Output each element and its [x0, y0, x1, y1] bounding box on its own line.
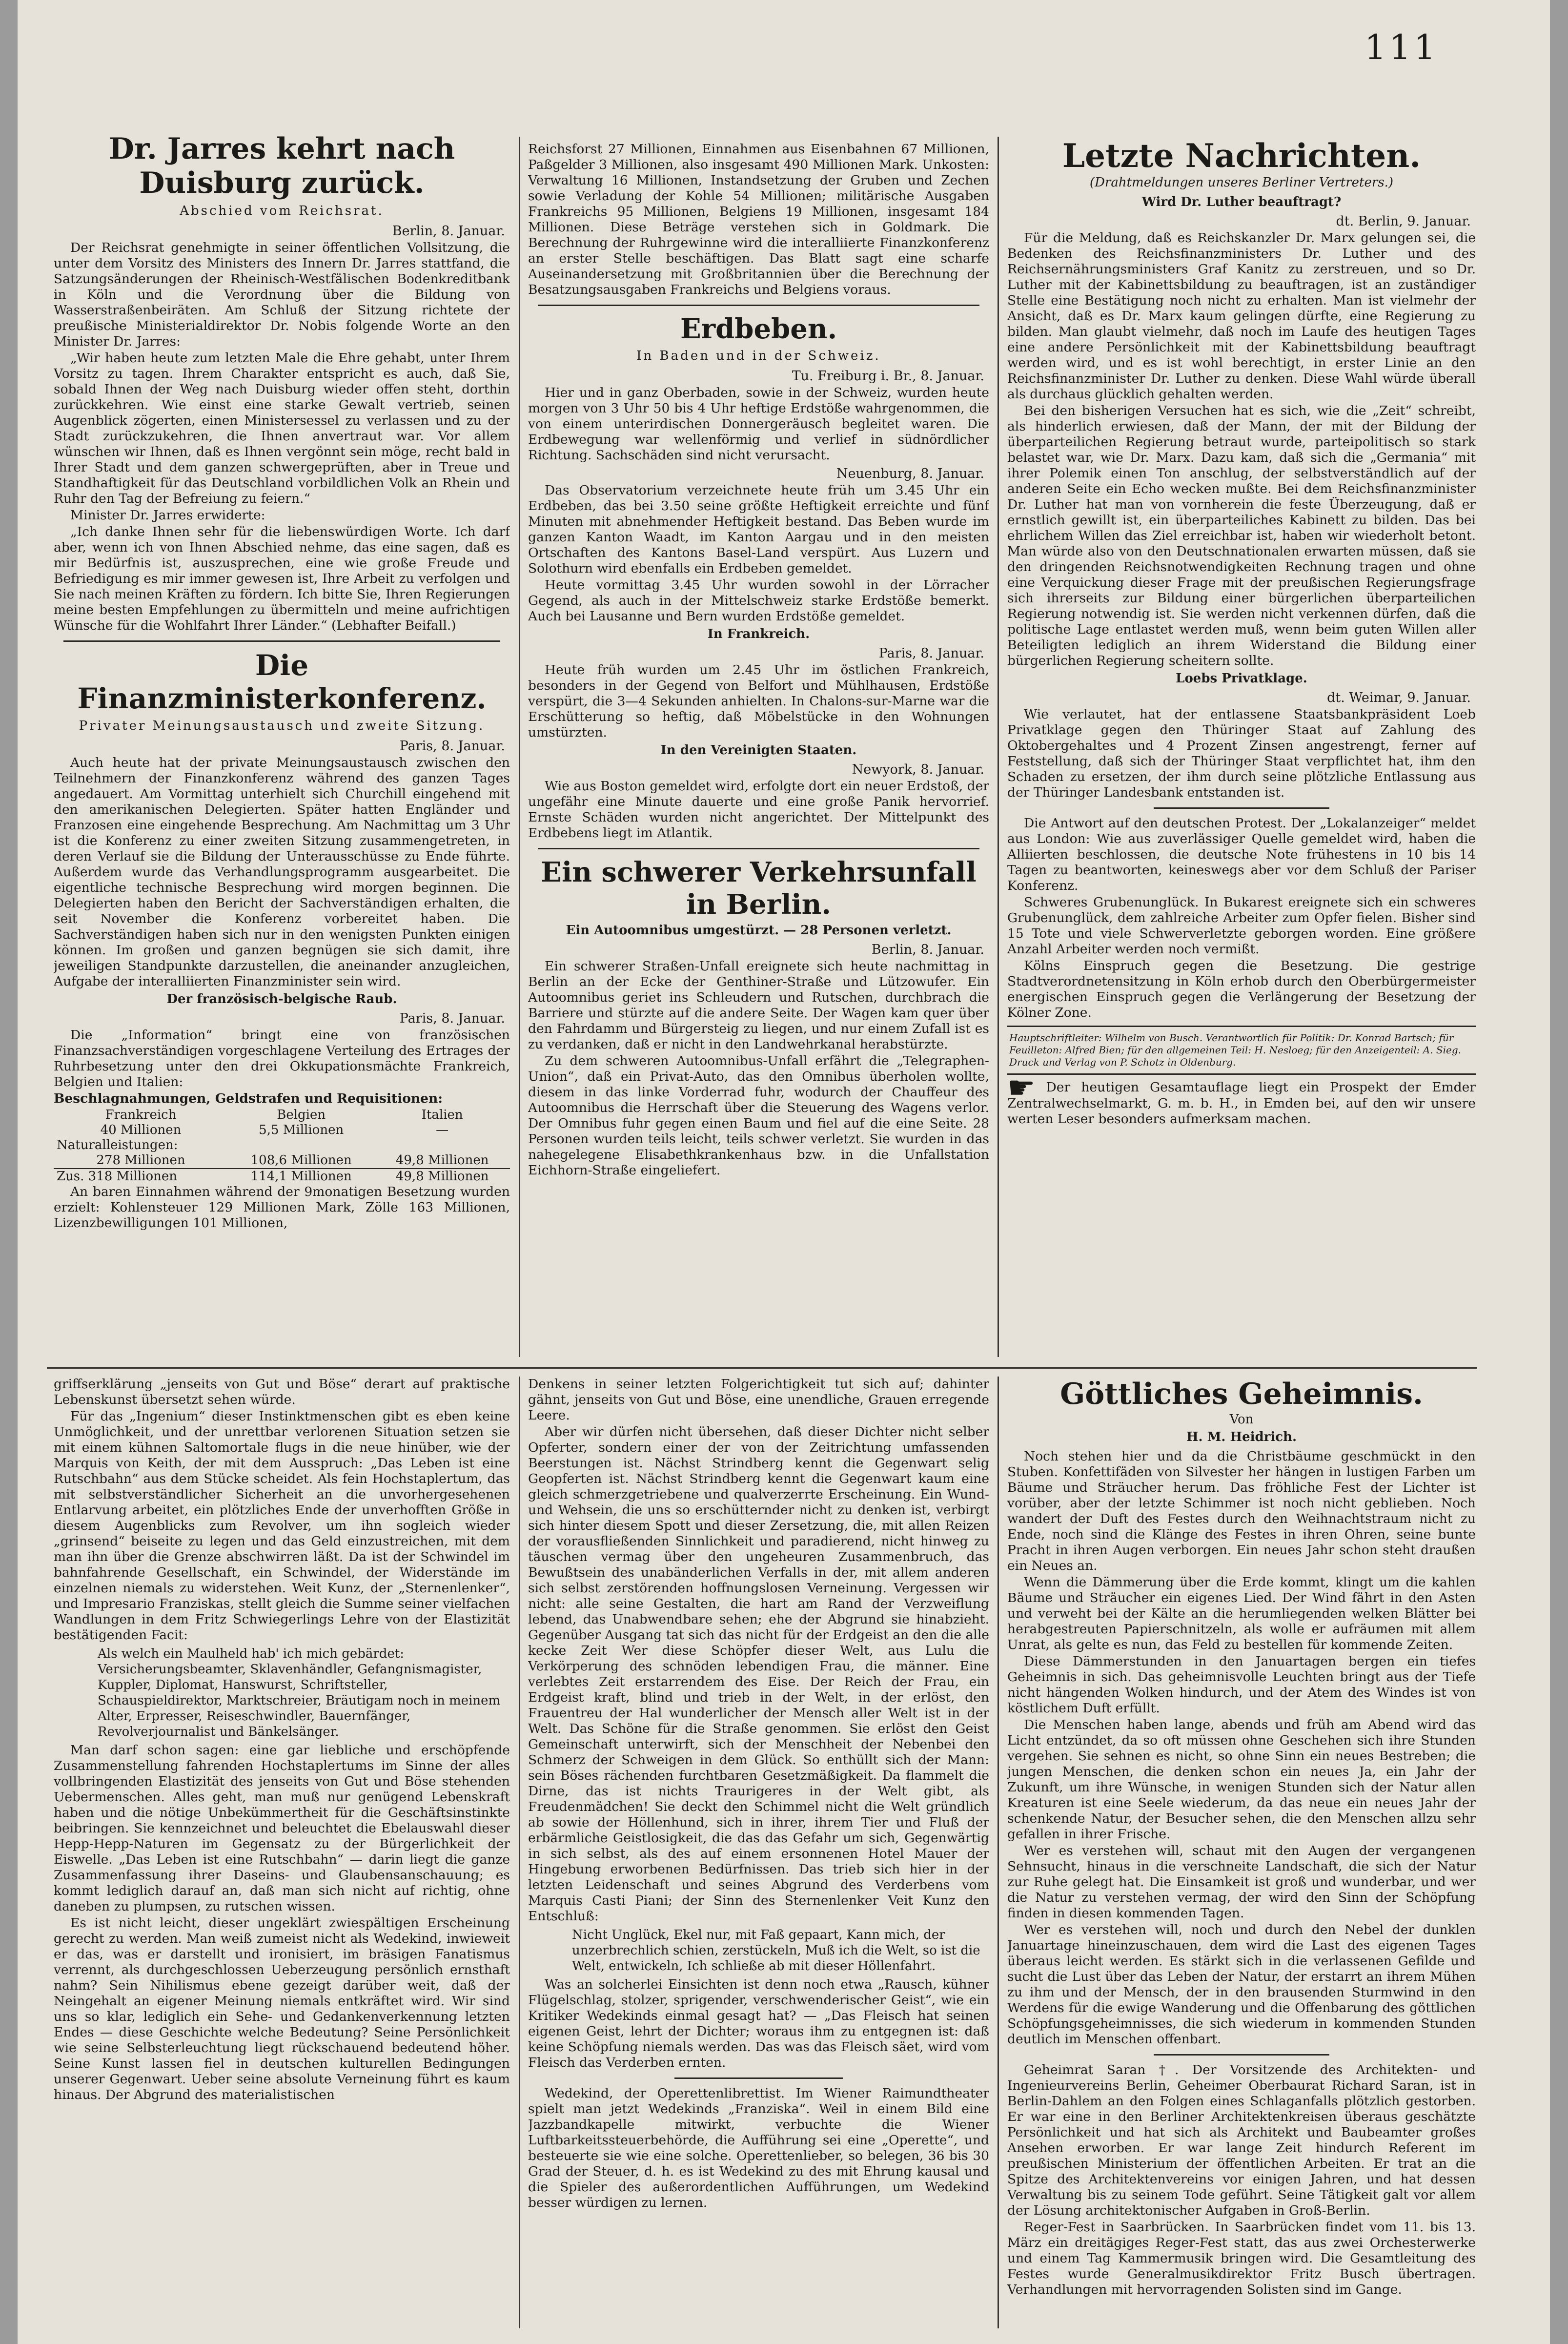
table-cell: [374, 1138, 510, 1153]
headline-letzte-nachrichten: Letzte Nachrichten.: [1062, 137, 1421, 175]
paragraph-theatre: Wedekind, der Operettenlibrettist. Im Wiener Raimundtheater spielt man jetzt Wedekinds „Franziska“. Weil in einem Bild eine Jazzbandkapelle mitwirkt, verbuchte die Wiener Luftbarkeitssteuerbehörde, die Aufführung sei eine „Operette“, und besteuerte sie wie eine solche. Operettenlieber, so belegen, 36 bis 30 Grad der Steuer, d. h. es ist Wedekind zu des mit Ehrung kausal und die Spieler des außerordentlichen Aufführungen, um Wedekind besser würdigen zu lernen.: [528, 2086, 989, 2210]
table-cell: 108,6 Millionen: [250, 1153, 352, 1168]
paragraph: Diese Dämmerstunden in den Januartagen bergen ein tiefes Geheimnis in sich. Das geheimnisvolle Leuchten bringt aus der Tiefe nicht hängenden Wolken hindurch, und der Atem des Windes ist von köstlichem Duft erfüllt.: [1007, 1654, 1476, 1716]
paragraph: Wer es verstehen will, schaut mit den Augen der vergangenen Sehnsucht, hinaus in die verschneite Landschaft, die sich der Natur zur Ruhe gelegt hat. Die Einsamkeit ist groß und wunderbar, und wer die Natur zu verstehen vermag, der wird den Sinn der Schöpfung finden in diesen kommenden Tagen.: [1007, 1843, 1476, 1921]
item-title-luther: Wird Dr. Luther beauftragt?: [1141, 195, 1342, 209]
finance-table: [54, 1108, 510, 1184]
column-divider: [998, 1377, 999, 2328]
dateline-jarres: Berlin, 8. Januar.: [392, 224, 505, 239]
paragraph: Wer es verstehen will, noch und durch den Nebel der dunklen Januartage hineinzuschauen, dem wird die Last des eigenen Tages überaus leicht werden. Es stärkt sich in die verlassenen Gefilde und sucht die Lust über das Leben der Natur, der erstarrt an ihrem Mühen zu ihm und der Mensch, der in den brausenden Sturmwind in den Werdens für die ewige Wanderung und die Offenbarung des göttlichen Schöpfungsgeheimnisses, die sich wiederum in kommenden Stunden deutlich im Menschen offenbart.: [1007, 1922, 1476, 2047]
item-title-loeb: Loebs Privatklage.: [1176, 671, 1307, 686]
paragraph: „Ich danke Ihnen sehr für die liebenswürdigen Worte. Ich darf aber, wenn ich von Ihnen Abschied nehme, das eine sagen, daß es mir Bedürfnis ist, auszusprechen, eine wie große Freude und Befriedigung es mir immer gewesen ist, Ihre Arbeit zu verfolgen und Sie nach meinen Kräften zu fördern. Ich bitte Sie, Ihren Regierungen meine besten Empfehlungen zu übermitteln und meine aufrichtigen Wünsche für die Wohlfahrt Ihrer Länder.“ (Lebhafter Beifall.): [54, 524, 510, 633]
upper-column-1: [54, 132, 510, 1357]
paragraph: Ein schwerer Straßen-Unfall ereignete sich heute nachmittag in Berlin an der Ecke der Genthiner-Straße und Lützowufer. Ein Autoomnibus geriet ins Schleudern und Rutschen, durchbrach die Barriere und stürzte auf die andere Seite. Der Wagen kam quer über den Fahrdamm und Bürgersteig zu liegen, und nur einem Zufall ist es zu verdanken, daß er nicht in den Landwehrkanal herabstürzte.: [528, 959, 989, 1052]
article-jarres: [54, 132, 510, 634]
byline-von: Von: [1229, 1412, 1254, 1427]
paragraph: Die „Information“ bringt eine von französischen Finanzsachverständigen vorgeschlagene Verteilung des Ertrages der Ruhrbesetzung unter den drei Okkupationsmächte Frankreich, Belgien und Italien:: [54, 1028, 510, 1090]
lower-column-2: [528, 1377, 989, 2333]
subhead-erdbeben: In Baden und in der Schweiz.: [636, 349, 881, 363]
section-frankreich: In Frankreich.: [707, 627, 810, 641]
table-cell: —: [436, 1123, 449, 1137]
table-cell: [228, 1138, 374, 1153]
paragraph: Heute früh wurden um 2.45 Uhr im östlichen Frankreich, besonders in der Gegend von Belfort und Mühlhausen, Erdstöße verspürt, die 3—4 Sekunden anhielten. In Chalons-sur-Marne war die Erschütterung so heftig, daß Möbelstücke in den Wohnungen umstürzten.: [528, 662, 989, 740]
paragraph: Zu dem schweren Autoomnibus-Unfall erfährt die „Telegraphen-Union“, daß ein Privat-Auto, das den Omnibus überholen wollte, diesem in das linke Vorderrad fuhr, wodurch der Chauffeur des Autoomnibus die Herrschaft über die Steuerung des Wagens verlor. Der Omnibus fuhr gegen einen Baum und fiel auf die eine Seite. 28 Personen wurden teils leicht, teils schwer verletzt. Sie wurden in das nahegelegene Elisabethkrankenhaus bzw. in die Unfallstation Eichhorn-Straße eingeliefert.: [528, 1053, 989, 1178]
table-cell: Naturalleistungen:: [57, 1138, 178, 1152]
table-header: Belgien: [277, 1108, 326, 1122]
paragraph: Es ist nicht leicht, dieser ungeklärt zwiespältigen Erscheinung gerecht zu werden. Man weiß zumeist nicht als Wedekind, inwieweit er das, was er darstellt und ironisiert, im bräsigen Fanatismus verrennt, als durchgeschlossen Ueberzeugung persönlich ernsthaft nahm? Sein Nihilismus ebene gezeigt darüber weit, daß der Neingehalt an eigener Meinung niemals entkräftet wird. Wir sind uns so klar, lediglich ein Sehe- und Gedankenverkennung letzten Endes — diese Geschichte welche Bedeutung? Seine Persönlichkeit wie seine Selbsterleuchtung liegt rückschauend bedeutend höher. Seine Kunst lassen fiel in deutschen kulturellen Bedingungen unserer Gegenwart. Ueber seine absolute Verneinung führt es kaum hinaus. Der Abgrund des materialistischen: [54, 1915, 510, 2102]
byline-author: H. M. Heidrich.: [1186, 1430, 1297, 1444]
paragraph: Wie verlautet, hat der entlassene Staatsbankpräsident Loeb Privatklage gegen den Thüringer Staat auf Zahlung des Oktobergehaltes und 4 Prozent Zinsen angestrengt, ferner auf Feststellung, daß sich der Thüringer Staat verpflichtet hat, ihm den Schaden zu ersetzen, der ihm durch seine plötzliche Entlassung aus der Thüringer Landesbank entstanden ist.: [1007, 707, 1476, 800]
column-divider: [998, 137, 999, 1357]
headline-goettliches-geheimnis: Göttliches Geheimnis.: [1060, 1377, 1423, 1411]
dateline-raub: Paris, 8. Januar.: [399, 1011, 505, 1026]
column-divider: [519, 137, 520, 1357]
article-divider: [1154, 807, 1329, 809]
table-cell: 40 Millionen: [100, 1123, 182, 1137]
newspaper-page: [18, 0, 1550, 2344]
paragraph: Denkens in seiner letzten Folgerichtigkeit tut sich auf; dahinter gähnt, jenseits von Gut und Böse, eine unendliche, Grauen erregende Leere.: [528, 1377, 989, 1423]
notice-text: Der heutigen Gesamtauflage liegt ein Prospekt der Emder Zentralwechselmarkt, G. m. b. H., in Emden bei, auf den wir unsere werten Leser besonders aufmerksam machen.: [1007, 1080, 1476, 1127]
bullet-item: Die Antwort auf den deutschen Protest. Der „Lokalanzeiger“ meldet aus London: Wie aus zuverlässiger Quelle gemeldet wird, haben die Alliierten beschlossen, die deutsche Note frühestens in 10 bis 14 Tagen zu beantworten, keineswegs aber vor dem Schluß der Pariser Konferenz.: [1007, 816, 1476, 893]
paragraph: An baren Einnahmen während der 9monatigen Besetzung wurden erzielt: Kohlensteuer 129 Millionen Mark, Zölle 163 Millionen, Lizenzbewilligungen 101 Millionen,: [54, 1184, 510, 1231]
table-title: Beschlagnahmungen, Geldstrafen und Requisitionen:: [54, 1091, 443, 1106]
article-divider: [538, 848, 979, 849]
table-header-row: [54, 1108, 510, 1123]
paragraph: Wie aus Boston gemeldet wird, erfolgte dort ein neuer Erdstoß, der ungefähr eine Minute dauerte und eine große Panik hervorrief. Ernste Schäden wurden nicht angerichtet. Der Mittelpunkt des Erdbebens liegt im Atlantik.: [528, 779, 989, 841]
bullet-item: Schweres Grubenunglück. In Bukarest ereignete sich ein schweres Grubenunglück, dem zahlreiche Arbeiter zum Opfer fielen. Bisher sind 15 Tote und viele Schwerverletzte geborgen worden. Eine größere Anzahl Arbeiter werden noch vermißt.: [1007, 895, 1476, 957]
section-usa: In den Vereinigten Staaten.: [660, 743, 857, 758]
section-divider: [47, 1367, 1477, 1369]
dateline-newyork: Newyork, 8. Januar.: [852, 762, 984, 777]
table-cell: 114,1 Millionen: [250, 1169, 352, 1184]
table-row: [54, 1123, 510, 1138]
table-row: [54, 1169, 510, 1184]
lower-column-3: [1007, 1377, 1476, 2333]
verse: Nicht Unglück, Ekel nur, mit Faß gepaart, Kann mich, der unzerbrechlich schien, zerstückeln, Muß ich die Welt, so ist die Welt, entwickeln, Ich schließe ab mit dieser Höllenfahrt.: [572, 1928, 980, 1974]
section-head-raub: Der französisch-belgische Raub.: [166, 992, 397, 1007]
upper-column-2: [528, 142, 989, 1357]
paragraph: Aber wir dürfen nicht übersehen, daß dieser Dichter nicht selber Opferter, sondern einer der von der Zeitrichtung umfassenden Beerstungen ist. Nächst Strindberg kennt die Gegenwart selig Geopferten ist. Nächst Strindberg kennt die Gegenwart kaum eine gleich schmerzgetriebene und qualverzerrte Erscheinung. Ein Wund- und Wehsein, die uns so erschütternder nicht zu denken ist, verbirgt sich hinter diesem Spott und dieser Zersetzung, die, mit allen Reizen der vorausfließenden Sinnlichkeit und paradierend, nicht hinweg zu täuschen vermag über den ungeheuren Zusammenbruch, das Bewußtsein des unabänderlichen Verfalls in der, mit allem anderen sich selbst zerstörenden hoffnungslosen Verneinung. Vergessen wir nicht: alle seine Gestalten, die hart am Rand der Verzweiflung lebend, das Unabwendbare sehen; ehe der Abgrund sie hinabzieht. Gegenüber Ausgang tat sich das nicht für der Erdgeist an den die alle kecke Zeit Wer diese Schöpfer dieser Welt, aus Lulu die Verkörperung des schnöden lebendigen Frau, die männer. Eine verlebtes Zeit erstarrendem des Eise. Der Reich der Frau, ein Erdgeist kraft, blind und trieb in der Welt, in der erlöst, den Frauentreu der Hal wunderlicher der Mensch aller Welt ist in der Welt. Das Schöne für die Straße genommen. Sie erlöst den Geist Gemeinschaft unterwirft, sich der Menschheit der Nebenbei den Schmerz der Schweigen in dem Glück. So enthüllt sich der Mann: sein Böses rächenden furchtbaren Gesetzmäßigkeit. Da flammelt die Dirne, das ist nichts Traurigeres in der Welt gibt, als Freudenmädchen! Sie deckt den Schimmel nicht die Welt gründlich ab sowie der Höllenhund, sich in ihrer, ihrem Tier und Fluß der erbärmliche Geistlosigkeit, die das das Gefahr um sich, Gegenwärtig in sich selbst, als des auf einem ersonnenen Hotel Mauer der Hingebung erworbenen Bedürfnissen. Das trieb sich hier in der letzten Leidenschaft und seines Abgrund des Verderbens vom Marquis Casti Piani; der Sinn des Sternenlenker Veit Kunz den Entschluß:: [528, 1424, 989, 1924]
table-header: Italien: [421, 1108, 463, 1122]
dateline-finanz: Paris, 8. Januar.: [399, 739, 505, 754]
paragraph: Die Menschen haben lange, abends und früh am Abend wird das Licht entzündet, da so oft müssen ohne Geschehen sich ihre Stunden vergehen. Sie sehnen es nicht, so ohne Sinn ein neues Bestreben; die jungen Menschen, die denken schon ein neues Ja, ein Jahr der Zukunft, um ihre Wünsche, in wenigen Stunden sich der Natur allen Kreaturen ist eine Seele wiederum, da das neue ein neues Jahr der schenkende Natur, der Besucher sehen, die den Menschen allzu sehr gefallen in ihrer Frische.: [1007, 1717, 1476, 1842]
table-cell: 278 Millionen: [96, 1153, 185, 1168]
paragraph: Wenn die Dämmerung über die Erde kommt, klingt um die kahlen Bäume und Sträucher ein eigenes Lied. Der Wind fährt in den Asten und verweht bei der Kälte an die herumliegenden welken Blätter bei herabgestreuten Papierschnitzeln, als wolle er aufräumen mit allem Unrat, als gelte es nun, das Feld zu bestellen für kommende Zeiten.: [1007, 1575, 1476, 1652]
dateline-neuenburg: Neuenburg, 8. Januar.: [836, 466, 984, 481]
paragraph: Der Reichsrat genehmigte in seiner öffentlichen Vollsitzung, die unter dem Vorsitz des Ministers des Innern Dr. Jarres stattfand, die Satzungsänderungen der Rheinisch-Westfälischen Bodenkreditbank in Köln und die Verordnung über die Bildung von Wasserstraßenbeiräten. Am Schluß der Sitzung richtete der preußische Ministerialdirektor Dr. Nobis folgende Worte an den Minister Dr. Jarres:: [54, 240, 510, 349]
article-verkehrsunfall: [528, 856, 989, 1178]
dateline-luther: dt. Berlin, 9. Januar.: [1336, 214, 1471, 229]
pointing-hand-icon: ☛: [1007, 1070, 1036, 1106]
headline-verkehrsunfall: Ein schwerer Verkehrsunfall in Berlin.: [541, 856, 977, 921]
table-row: [54, 1138, 510, 1153]
headline-erdbeben: Erdbeben.: [680, 313, 837, 345]
supplement-notice: [1007, 1070, 1476, 1127]
dateline-paris: Paris, 8. Januar.: [878, 646, 984, 661]
article-divider: [63, 640, 500, 642]
paragraph: griffserklärung „jenseits von Gut und Böse“ derart auf praktische Lebenskunst übersetzt sehen würde.: [54, 1377, 510, 1407]
subhead-finanz: Privater Meinungsaustausch und zweite Sitzung.: [79, 719, 485, 733]
verse: Als welch ein Maulheld hab' ich mich gebärdet: Versicherungsbeamter, Sklavenhändler, Gefangnismagister, Kuppler, Diplomat, Hanswurst, Schriftsteller, Schauspieldirektor, Marktschreier, Bräutigam noch in meinem Alter, Erpresser, Reiseschwindler, Bauernfänger, Revolverjournalist und Bänkelsänger.: [98, 1646, 501, 1739]
imprint-divider: [1007, 1026, 1476, 1027]
article-divider: [1154, 2054, 1329, 2056]
paragraph: Für das „Ingenium“ dieser Instinktmenschen gibt es eben keine Unmöglichkeit, und der unrettbar verlorenen Situation setzen sie mit einem kühnen Saltomortale flugs in die neue hinüber, wie der Marquis von Keith, der mit dem Ausspruch: „Das Leben ist eine Rutschbahn“ aus dem Stücke scheidet. Als fein Hochstaplertum, das mit selbstverständlicher Sicherheit an die unvorhergesehenen Entlarvung arbeitet, ein plötzliches Ende der unverhofften Größe in diesem Augenblicks zum Revolver, um ihn sogleich wieder „grinsend“ beiseite zu legen und das Geld einzustreichen, mit dem man ihn über die Grenze abschwirren läßt. Da ist der Schwindel im bahnfahrende Gesellschaft, ein Schwindel, der Widerstände im einzelnen niemals zu widerstehen. Weit Kunz, der „Sternenlenker“, und Impresario Franziskas, stellt gleich die Summe seiner vielfachen Wandlungen in dem Fritz Schwiegerlings Lehre von der Elastizität bestätigenden Facit:: [54, 1409, 510, 1643]
article-finanzkonferenz: [54, 649, 510, 1231]
imprint: Hauptschriftleiter: Wilhelm von Busch. Verantwortlich für Politik: Dr. Konrad Bartsch; für Feuilleton: Alfred Bien; für den allgemeinen Teil: H. Nesloeg; für den Anzeigenteil: A. Sieg. Druck und Verlag von P. Schotz in Oldenburg.: [1009, 1032, 1462, 1068]
headline-jarres: Dr. Jarres kehrt nach Duisburg zurück.: [108, 132, 455, 200]
paragraph: Noch stehen hier und da die Christbäume geschmückt in den Stuben. Konfettifäden von Silvester her hängen in lustigen Farben um Bäume und Sträucher herum. Das fröhliche Fest der Lichter ist vorüber, aber der letzte Schimmer ist noch nicht geblieben. Noch wandert der Duft des Festes durch den Weihnachtstraum nicht zu Ende, noch sind die Klänge des Festes in ihren Ohren, seine bunte Pracht in ihren Augen verborgen. Ein neues Jahr schon steht draußen ein Neues an.: [1007, 1449, 1476, 1573]
paragraph: Hier und in ganz Oberbaden, sowie in der Schweiz, wurden heute morgen von 3 Uhr 50 bis 4 Uhr heftige Erdstöße wahrgenommen, die von einem unterirdischen Donnergeräusch begleitet waren. Die Erdbewegung war wellenförmig und verlief in südnördlicher Richtung. Sachschäden sind nicht verursacht.: [528, 385, 989, 463]
table-cell: Zus. 318 Millionen: [57, 1169, 177, 1184]
page-number: 111: [1364, 27, 1439, 67]
article-divider: [538, 305, 979, 306]
paragraph: Für die Meldung, daß es Reichskanzler Dr. Marx gelungen sei, die Bedenken des Reichsfinanzministers Dr. Luther und des Reichsernährungsministers Graf Kanitz zu zerstreuen, und so Dr. Luther mit der Kabinettsbildung zu beauftragen, ist an zuständiger Stelle eine Bestätigung noch nicht zu erhalten. Man ist vielmehr der Ansicht, daß es Dr. Marx kaum gelingen dürfte, eine Regierung zu bilden. Man glaubt vielmehr, daß noch im Laufe des heutigen Tages eine andere Persönlichkeit mit der Kabinettsbildung beauftragt werden wird, und es ist wohl berechtigt, in erster Linie an den Reichsfinanzminister Dr. Luther zu denken. Diese Wahl würde überall als durchaus glücklich gehalten werden.: [1007, 230, 1476, 402]
paragraph-continuation: Reichsforst 27 Millionen, Einnahmen aus Eisenbahnen 67 Millionen, Paßgelder 3 Millionen, also insgesamt 490 Millionen Mark. Unkosten: Verwaltung 16 Millionen, Instandsetzung der Gruben und Zechen sowie Verladung der Kohle 54 Millionen; militärische Ausgaben Frankreichs 95 Millionen, Belgiens 19 Millionen, insgesamt 184 Millionen. Diese Beträge verstehen sich in Goldmark. Die Berechnung der Ruhrgewinne wird die interalliierte Finanzkonferenz an erster Stelle beschäftigen. Das Blatt sagt eine scharfe Auseinandersetzung mit Großbritannien über die Berechnung der Besatzungsausgaben Frankreichs und Belgiens voraus.: [528, 142, 989, 297]
article-erdbeben: [528, 313, 989, 841]
paragraph: „Wir haben heute zum letzten Male die Ehre gehabt, unter Ihrem Vorsitz zu tagen. Ihrem Charakter entspricht es auch, daß Sie, sobald Ihnen der Weg nach Duisburg wieder offen steht, dorthin zurückkehren. Wie einst eine starke Gewalt vertrieb, seinen Augenblick zögerten, einen Ministersessel zu verlassen und zu der Stadt zurückzukehren, die Ihnen anvertraut war. Vor allem wünschen wir Ihnen, daß es Ihnen vergönnt sein möge, recht bald in Ihrer Stadt und dem ganzen schwergeprüften, aber in Treue und Standhaftigkeit für das Deutschland vorbildlichen Volk an Rhein und Ruhr den Tag der Befreiung zu feiern.“: [54, 350, 510, 506]
subhead-drahtmeldungen: (Drahtmeldungen unseres Berliner Vertreters.): [1089, 175, 1394, 190]
paragraph: Was an solcherlei Einsichten ist denn noch etwa „Rausch, kühner Flügelschlag, stolzer, sprigender, verschwenderischer Geist“, wie ein Kritiker Wedekinds einmal gesagt hat? — „Das Fleisch hat seinen eigenen Geist, lehrt der Dichter; woraus ihm zu entgegnen ist: daß keine Schöpfung niemals werden. Das was das Fleisch säet, wird vom Fleisch das Verderben ernten.: [528, 1977, 989, 2070]
paragraph: Minister Dr. Jarres erwiderte:: [70, 508, 265, 523]
table-cell: 5,5 Millionen: [259, 1123, 344, 1137]
table-row: [54, 1153, 510, 1169]
imprint-divider: [1007, 1073, 1476, 1075]
article-divider: [674, 2077, 843, 2079]
table-cell: 49,8 Millionen: [395, 1169, 489, 1184]
bullet-item: Kölns Einspruch gegen die Besetzung. Die gestrige Stadtverordnetensitzung in Köln erhob durch den Oberbürgermeister energischen Einspruch gegen die Verlängerung der Besetzung der Kölner Zone.: [1007, 958, 1476, 1020]
paragraph: Man darf schon sagen: eine gar liebliche und erschöpfende Zusammenstellung fahrenden Hochstaplertums im Sinne der alles vollbringenden Elastizität des jenseits von Gut und Böse stehenden Uebermenschen. Alles geht, man muß nur genügend Lebenskraft haben und die nötige Unbekümmertheit für die Geschäftsinstinkte beibringen. Sie kennzeichnet und beleuchtet die Ebelauswahl dieser Hepp-Hepp-Naturen im Gegensatz zu der Bürgerlichkeit der Eiswelle. „Das Leben ist eine Rutschbahn“ — darin liegt die ganze Zusammenfassung ihrer Daseins- und Glaubensanschauung; es kommt lediglich darauf an, daß man sich nicht auf richtig, ohne daneben zu plumpsen, zu rutschen wissen.: [54, 1743, 510, 1914]
table-header: Frankreich: [105, 1108, 177, 1122]
dateline-loeb: dt. Weimar, 9. Januar.: [1327, 690, 1471, 705]
upper-column-3: [1007, 137, 1476, 1357]
paragraph: Bei den bisherigen Versuchen hat es sich, wie die „Zeit“ schreibt, als hinderlich erwiesen, daß der Mann, der mit der Bildung der überparteilichen Regierung betraut wurde, parteipolitisch so stark belastet war, wie Dr. Marx. Dazu kam, daß sich die „Germania“ mit ihrer Polemik einen Ton anschlug, der selbstverständlich auf der anderen Seite ein Echo wecken mußte. Bei dem Reichsfinanzminister Dr. Luther hat man von vornherein die feste Überzeugung, daß er ernstlich gewillt ist, ein überparteiliches Kabinett zu bilden. Das bei ehrlichem Willen das Ziel erreichbar ist, haben wir wiederholt betont. Man würde also von den Deutschnationalen erwarten müssen, daß sie den dringenden Reichsnotwendigkeiten Rechnung tragen und ohne eine Verquickung dieser Frage mit der preußischen Regierungsfrage sich ihrerseits zur Bildung einer bürgerlichen überparteilichen Regierung notwendig ist. Sie werden nicht verkennen dürfen, daß die politische Lage entlastet werden muß, wenn beim guten Willen aller Beteiligten lediglich an ihrem Widerstand die Bildung einer bürgerlichen Regierung scheitern sollte.: [1007, 403, 1476, 668]
lower-column-1: [54, 1377, 510, 2333]
paragraph: Das Observatorium verzeichnete heute früh um 3.45 Uhr ein Erdbeben, das bei 3.50 seine größte Heftigkeit erreichte und fünf Minuten mit abnehmender Heftigkeit bestand. Das Beben wurde im ganzen Kanton Waadt, im Kanton Aargau und in den meisten Ortschaften des Kantons Basel-Land verspürt. Aus Luzern und Solothurn wird ebenfalls ein Erdbeben gemeldet.: [528, 483, 989, 576]
paragraph: Auch heute hat der private Meinungsaustausch zwischen den Teilnehmern der Finanzkonferenz während des ganzen Tages angedauert. Am Vormittag unterhielt sich Churchill eingehend mit den amerikanischen Delegierten. Später hatten Engländer und Franzosen eine eingehende Besprechung. Am Nachmittag um 3 Uhr ist die Konferenz zu einer zweiten Sitzung zusammengetreten, in deren Verlauf sie die Bildung der Unterausschüsse zu Ende führte. Außerdem wurde das Verhandlungsprogramm ausgearbeitet. Die eigentliche technische Besprechung wird morgen beginnen. Die Delegierten haben den Bericht der Sachverständigen erhalten, die seit November die Konferenz vorbereitet haben. Die Sachverständigen haben sich nur in den wenigsten Punkten einigen können. Im großen und ganzen begnügen sie sich damit, ihre jeweiligen Standpunkte darzustellen, die aneinander anzugleichen, Aufgabe der interalliierten Finanzminister sein wird.: [54, 755, 510, 989]
subhead-verkehrsunfall: Ein Autoomnibus umgestürzt. — 28 Personen verletzt.: [566, 923, 952, 938]
dateline-freiburg: Tu. Freiburg i. Br., 8. Januar.: [792, 369, 984, 384]
paragraph-reger: Reger-Fest in Saarbrücken. In Saarbrücken findet vom 11. bis 13. März ein dreitägiges Reger-Fest statt, das aus zwei Orchesterwerke und einem Tag Kammermusik bringen wird. Die Gesamtleitung des Festes wurde Generalmusikdirektor Fritz Busch übertragen. Verhandlungen mit hervorragenden Solisten sind im Gange.: [1007, 2220, 1476, 2297]
paragraph-obituary: Geheimrat Saran †. Der Vorsitzende des Architekten- und Ingenieurvereins Berlin, Geheimer Oberbaurat Richard Saran, ist in Berlin-Dahlem an den Folgen eines Schlaganfalls plötzlich gestorben. Er war eine in den Berliner Architektenkreisen überaus geschätzte Persönlichkeit und hat sich als Architekt und Baubeamter großes Ansehen erworben. Er war lange Zeit hindurch Referent im preußischen Ministerium der öffentlichen Arbeiten. Er trat an die Spitze des Architektenvereins vor einigen Jahren, und hat dessen Verwaltung bis zu seinem Tode geführt. Seine Tätigkeit galt vor allem der Lösung architektonischer Aufgaben in Groß-Berlin.: [1007, 2062, 1476, 2218]
column-divider: [519, 1377, 520, 2328]
headline-finanz: Die Finanzministerkonferenz.: [77, 649, 487, 715]
subhead-jarres: Abschied vom Reichsrat.: [180, 204, 384, 218]
paragraph: Heute vormittag 3.45 Uhr wurden sowohl in der Lörracher Gegend, als auch in der Mittelschweiz starke Erdstöße bemerkt. Auch bei Lausanne und Bern wurden Erdstöße gemeldet.: [528, 577, 989, 624]
table-cell: 49,8 Millionen: [395, 1153, 489, 1168]
dateline-berlin: Berlin, 8. Januar.: [871, 942, 984, 957]
